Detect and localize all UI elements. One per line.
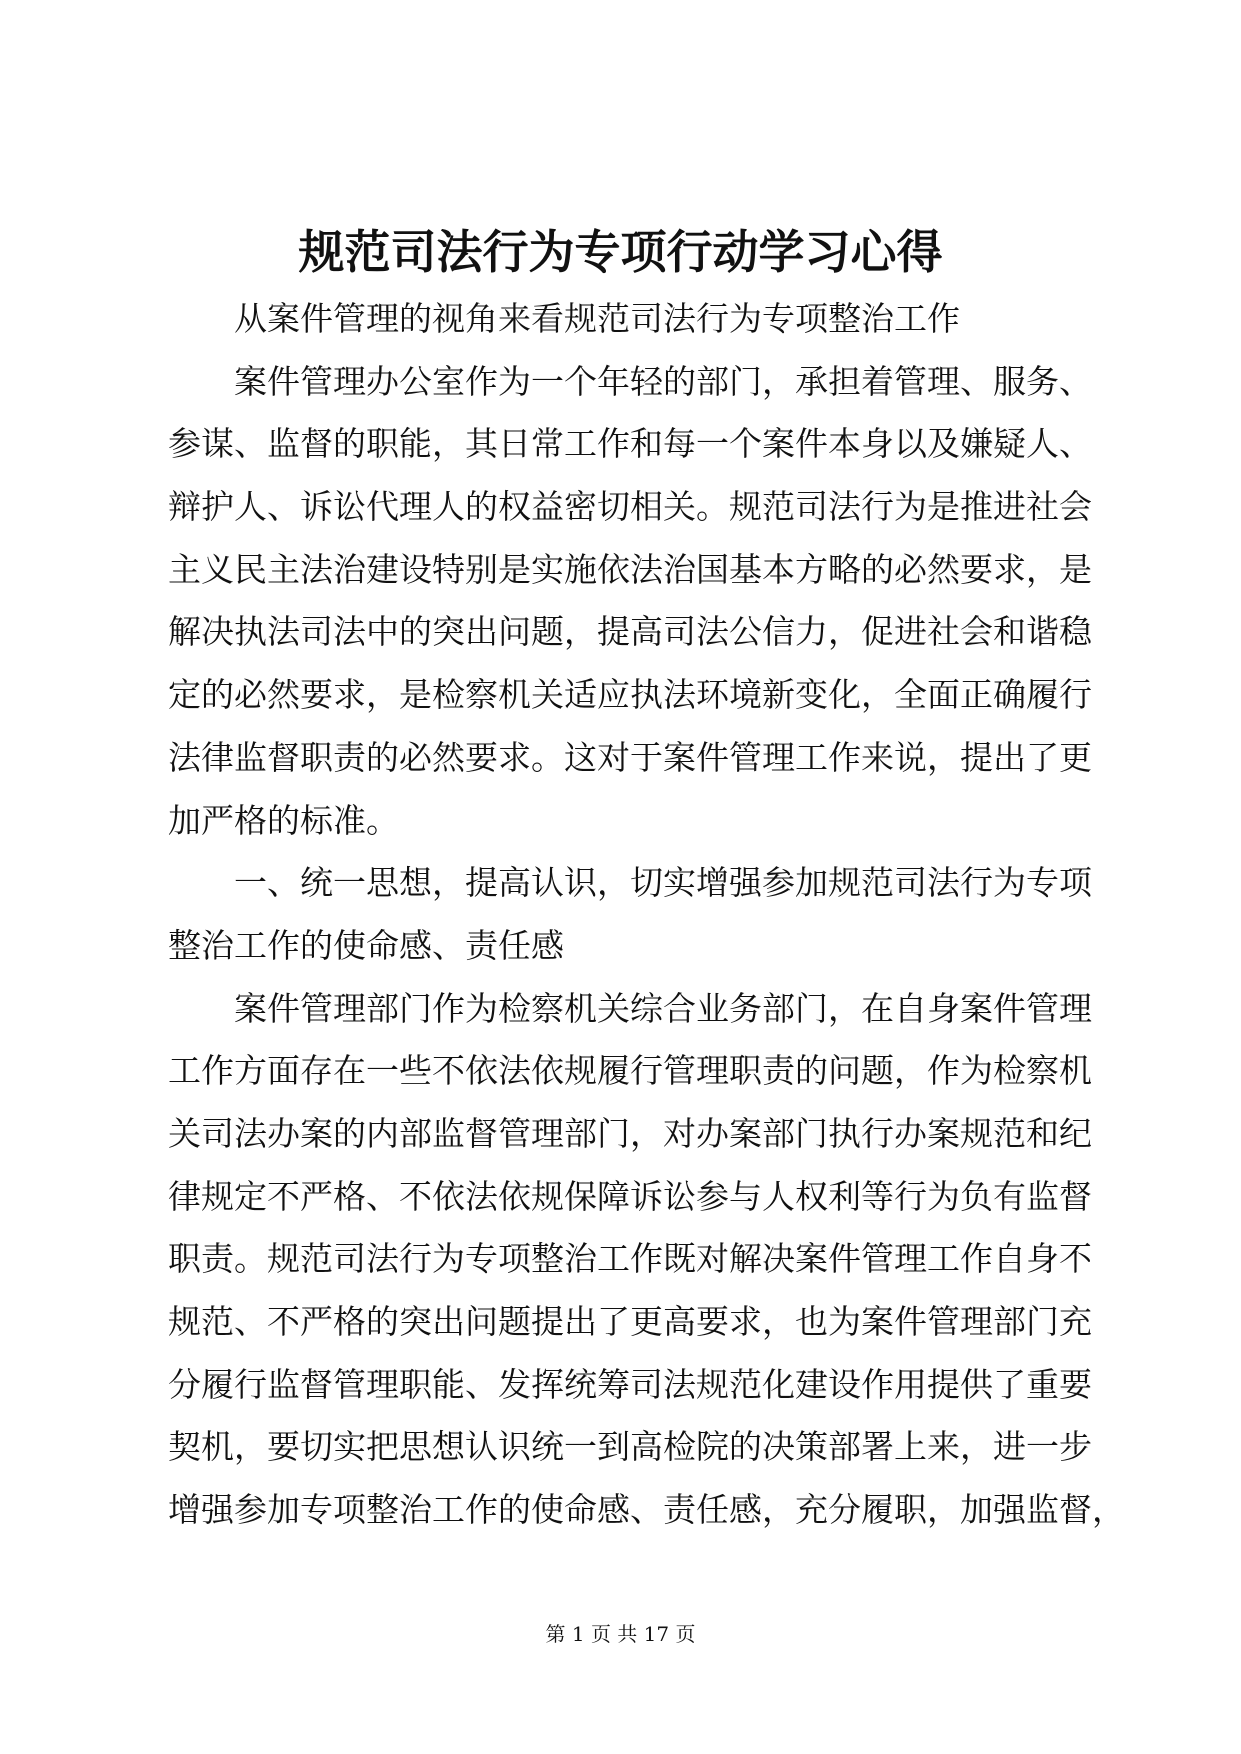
text-line: 一、统一思想，提高认识，切实增强参加规范司法行为专项 xyxy=(234,863,1092,903)
text-line: 关司法办案的内部监督管理部门，对办案部门执行办案规范和纪 xyxy=(168,1113,1092,1153)
text-line: 职责。规范司法行为专项整治工作既对解决案件管理工作自身不 xyxy=(168,1239,1092,1279)
text-line: 法律监督职责的必然要求。这对于案件管理工作来说，提出了更 xyxy=(168,737,1092,777)
text-line: 从案件管理的视角来看规范司法行为专项整治工作 xyxy=(234,299,960,338)
text-line: 解决执法司法中的突出问题，提高司法公信力，促进社会和谐稳 xyxy=(168,612,1092,652)
text-line: 参谋、监督的职能，其日常工作和每一个案件本身以及嫌疑人、 xyxy=(168,424,1092,464)
text-line: 律规定不严格、不依法依规保障诉讼参与人权利等行为负有监督 xyxy=(168,1176,1092,1216)
page-footer: 第 1 页 共 17 页 xyxy=(545,1622,696,1646)
text-line: 案件管理部门作为检察机关综合业务部门，在自身案件管理 xyxy=(234,988,1092,1028)
text-line: 整治工作的使命感、责任感 xyxy=(168,925,564,965)
document-body xyxy=(168,288,1125,1542)
text-line: 加严格的标准。 xyxy=(168,800,399,840)
text-line: 定的必然要求，是检察机关适应执法环境新变化，全面正确履行 xyxy=(168,675,1092,715)
text-line: 契机，要切实把思想认识统一到高检院的决策部署上来，进一步 xyxy=(168,1427,1092,1467)
text-line: 规范、不严格的突出问题提出了更高要求，也为案件管理部门充 xyxy=(168,1302,1092,1341)
text-line: 分履行监督管理职能、发挥统筹司法规范化建设作用提供了重要 xyxy=(168,1364,1092,1404)
text-line: 辩护人、诉讼代理人的权益密切相关。规范司法行为是推进社会 xyxy=(168,487,1092,527)
text-line: 案件管理办公室作为一个年轻的部门，承担着管理、服务、 xyxy=(234,361,1092,401)
text-line: 增强参加专项整治工作的使命感、责任感，充分履职，加强监督， xyxy=(168,1490,1125,1530)
text-line: 工作方面存在一些不依法依规履行管理职责的问题，作为检察机 xyxy=(168,1051,1092,1091)
text-line: 主义民主法治建设特别是实施依法治国基本方略的必然要求，是 xyxy=(168,549,1092,589)
document-title: 规范司法行为专项行动学习心得 xyxy=(298,225,943,279)
